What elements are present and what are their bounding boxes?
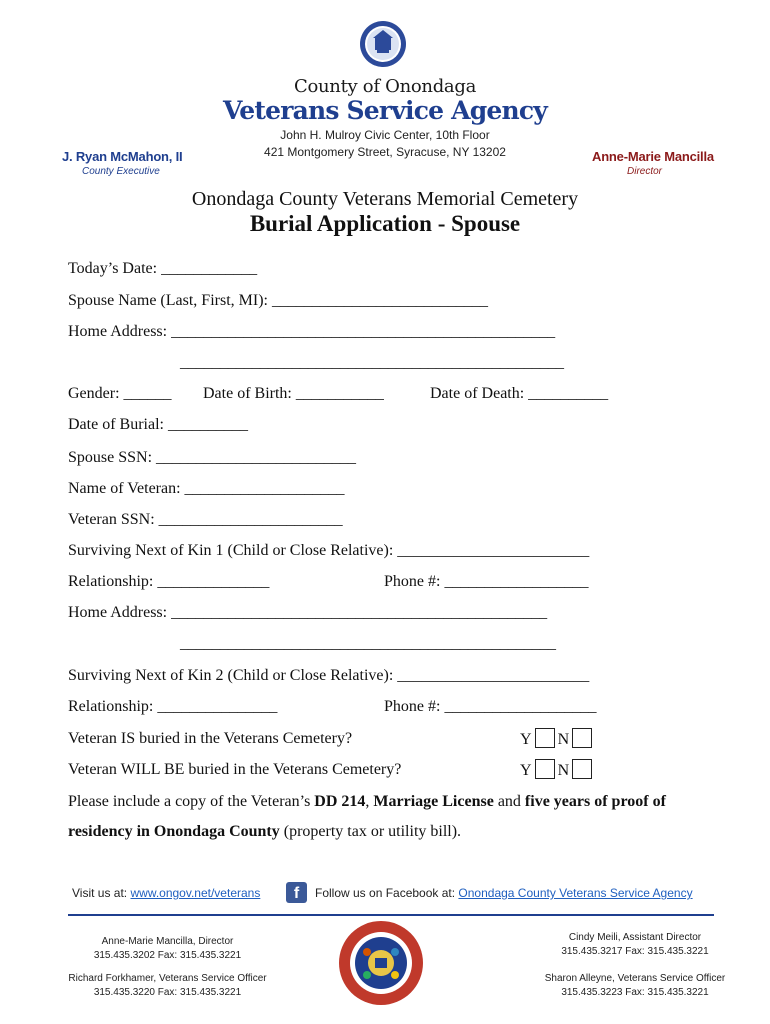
follow-us (315, 886, 693, 900)
contact-phone: 315.435.3223 Fax: 315.435.3221 (561, 987, 709, 998)
question-1-options (520, 728, 595, 749)
director-name: Anne-Marie Mancilla (592, 149, 714, 164)
address-line-2: 421 Montgomery Street, Syracuse, NY 13202 (264, 145, 506, 159)
contact-name: Cindy Meili, Assistant Director (568, 932, 702, 943)
executive-name: J. Ryan McMahon, II (62, 149, 183, 164)
no-label: N (557, 762, 570, 779)
facebook-link[interactable]: Onondaga County Veterans Service Agency (458, 886, 693, 900)
field-home-address-cont[interactable]: ________________________________________________ (180, 354, 564, 371)
county-name: County of Onondaga (293, 76, 477, 97)
document-requirements-note (68, 787, 728, 847)
yes-label: Y (520, 731, 532, 748)
note-dd214: DD 214 (314, 793, 366, 810)
website-link[interactable]: www.ongov.net/veterans (130, 886, 261, 900)
no-checkbox[interactable] (572, 759, 592, 779)
field-date-of-death[interactable]: Date of Death: __________ (430, 385, 609, 402)
address-line-1: John H. Mulroy Civic Center, 10th Floor (280, 128, 490, 142)
field-gender[interactable]: Gender: ______ (68, 385, 172, 402)
field-kin1-home-address[interactable]: Home Address: _______________________________________________ (68, 604, 548, 621)
facebook-icon[interactable]: f (286, 882, 307, 903)
county-seal-icon (359, 20, 407, 68)
note-marriage-license: Marriage License (373, 793, 494, 810)
contact-name: Anne-Marie Mancilla, Director (101, 936, 234, 947)
question-2-options (520, 759, 595, 780)
no-checkbox[interactable] (572, 728, 592, 748)
field-date-of-birth[interactable]: Date of Birth: ___________ (203, 385, 384, 402)
field-phone-2[interactable]: Phone #: ___________________ (384, 698, 597, 715)
question-veteran-will-be-buried: Veteran WILL BE buried in the Veterans Cemetery? (68, 761, 402, 778)
director-title: Director (627, 166, 663, 177)
contact-director (60, 935, 275, 963)
visit-us (72, 886, 260, 900)
note-residency-proof: five years of proof of residency in Onondaga County (68, 793, 666, 840)
field-home-address[interactable]: Home Address: ________________________________________________ (68, 323, 556, 340)
contact-vso-2 (525, 972, 745, 1000)
no-label: N (557, 731, 570, 748)
field-veteran-ssn[interactable]: Veteran SSN: _______________________ (68, 511, 343, 528)
field-date-of-burial[interactable]: Date of Burial: __________ (68, 416, 248, 433)
field-next-of-kin-1[interactable]: Surviving Next of Kin 1 (Child or Close Relative): ________________________ (68, 542, 590, 559)
field-next-of-kin-2[interactable]: Surviving Next of Kin 2 (Child or Close Relative): ________________________ (68, 667, 590, 684)
contact-name: Sharon Alleyne, Veterans Service Officer (544, 973, 726, 984)
yes-checkbox[interactable] (535, 759, 555, 779)
field-spouse-name[interactable]: Spouse Name (Last, First, MI): ___________________________ (68, 292, 488, 309)
visit-label: Visit us at: (72, 886, 131, 900)
note-text: Please include a copy of the Veteran’s (68, 793, 315, 810)
note-text: and (493, 793, 525, 810)
footer-divider (68, 914, 714, 916)
yes-label: Y (520, 762, 532, 779)
form-title: Burial Application - Spouse (249, 211, 521, 236)
contact-name: Richard Forkhamer, Veterans Service Officer (68, 973, 267, 984)
yes-checkbox[interactable] (535, 728, 555, 748)
agency-name: Veterans Service Agency (222, 96, 548, 125)
agency-seal-icon (338, 920, 424, 1006)
field-phone-1[interactable]: Phone #: __________________ (384, 573, 589, 590)
contact-phone: 315.435.3220 Fax: 315.435.3221 (93, 987, 242, 998)
field-todays-date[interactable]: Today’s Date: ____________ (68, 260, 258, 277)
cemetery-name: Onondaga County Veterans Memorial Cemetery (191, 188, 579, 210)
contact-phone: 315.435.3217 Fax: 315.435.3221 (561, 946, 709, 957)
contact-phone: 315.435.3202 Fax: 315.435.3221 (93, 950, 242, 961)
contact-assistant-director (525, 931, 745, 959)
note-text: (property tax or utility bill). (279, 823, 462, 840)
field-kin1-home-address-cont[interactable]: _______________________________________________ (180, 635, 556, 652)
note-text: , (365, 793, 374, 810)
question-veteran-is-buried: Veteran IS buried in the Veterans Cemetery? (68, 730, 353, 747)
field-relationship-1[interactable]: Relationship: ______________ (68, 573, 270, 590)
executive-title: County Executive (82, 166, 160, 177)
follow-label: Follow us on Facebook at: (315, 886, 459, 900)
field-veteran-name[interactable]: Name of Veteran: ____________________ (68, 480, 345, 497)
contact-vso-1 (60, 972, 275, 1000)
field-relationship-2[interactable]: Relationship: _______________ (68, 698, 278, 715)
field-spouse-ssn[interactable]: Spouse SSN: _________________________ (68, 449, 357, 466)
